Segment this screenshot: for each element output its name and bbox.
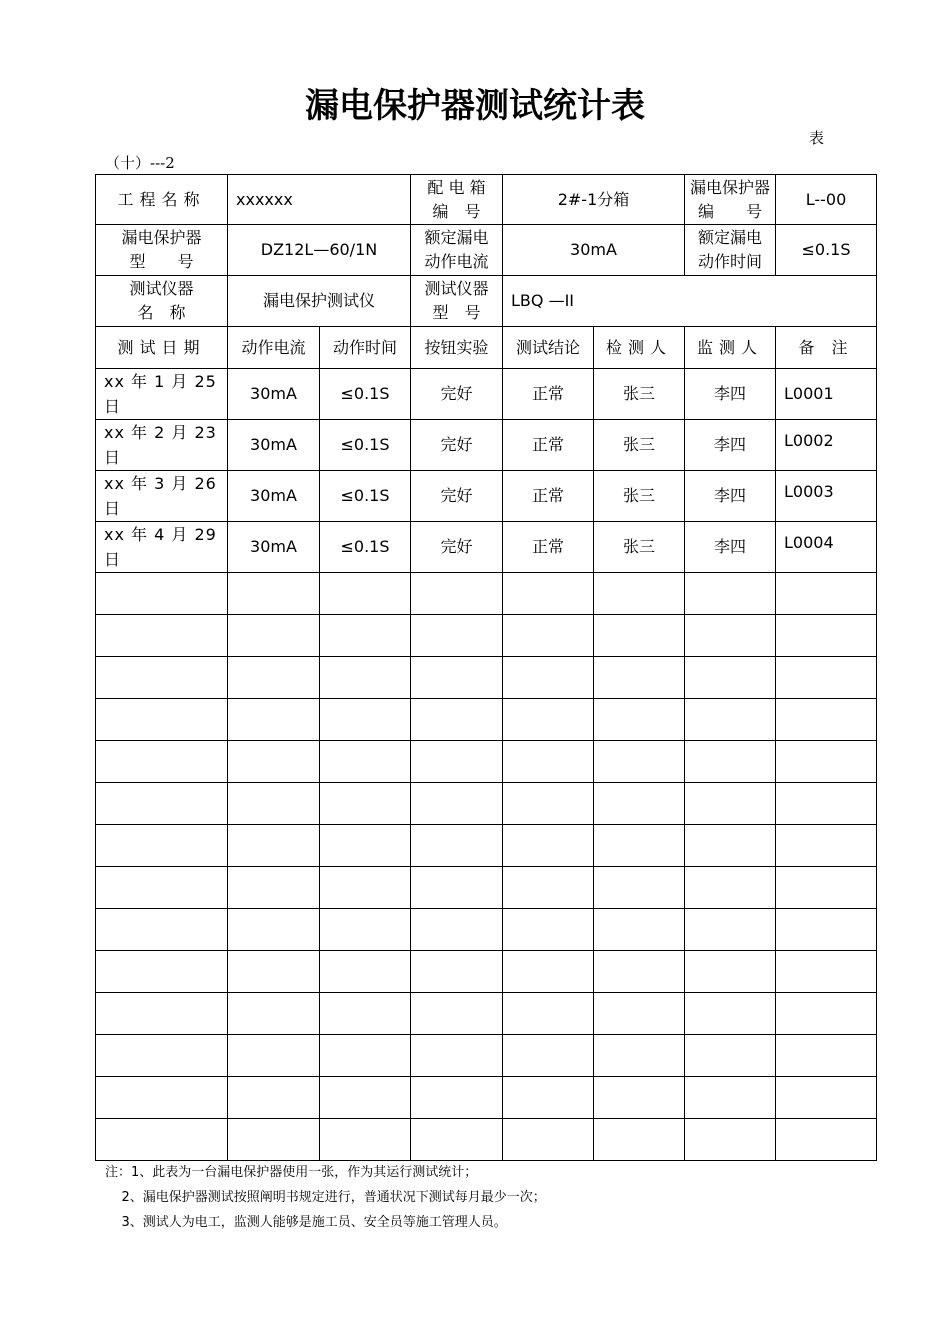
empty-cell — [228, 657, 320, 699]
empty-cell — [776, 909, 877, 951]
empty-cell — [411, 1035, 503, 1077]
empty-cell — [320, 573, 411, 615]
empty-cell — [503, 1035, 594, 1077]
empty-cell — [685, 741, 776, 783]
empty-cell — [96, 615, 228, 657]
note-line: 2、漏电保护器测试按照阐明书规定进行，普通状况下测试每月最少一次； — [105, 1190, 546, 1205]
row-time: ≤0.1S — [320, 420, 411, 471]
empty-cell — [228, 783, 320, 825]
empty-cell — [594, 699, 685, 741]
empty-cell — [685, 1119, 776, 1161]
empty-cell — [503, 699, 594, 741]
col-header-remark: 备 注 — [776, 327, 877, 369]
empty-cell — [411, 951, 503, 993]
column-header-row — [96, 327, 877, 369]
empty-cell — [503, 825, 594, 867]
empty-cell — [594, 657, 685, 699]
empty-cell — [320, 657, 411, 699]
empty-cell — [228, 1035, 320, 1077]
empty-cell — [228, 615, 320, 657]
empty-cell — [776, 1035, 877, 1077]
table-row — [96, 522, 877, 573]
row-date: xx 年 3 月 26 日 — [96, 471, 228, 522]
row-button: 完好 — [411, 471, 503, 522]
empty-cell — [594, 825, 685, 867]
empty-cell — [685, 657, 776, 699]
empty-cell — [411, 657, 503, 699]
empty-cell — [320, 867, 411, 909]
empty-cell — [320, 699, 411, 741]
rated-time-label: 额定漏电 动作时间 — [685, 225, 776, 276]
row-date: xx 年 4 月 29 日 — [96, 522, 228, 573]
notes — [105, 1160, 546, 1235]
row-monitor: 李四 — [685, 471, 776, 522]
empty-cell — [503, 993, 594, 1035]
empty-cell — [411, 699, 503, 741]
header-row-project — [96, 175, 877, 225]
empty-cell — [96, 825, 228, 867]
col-header-result: 测试结论 — [503, 327, 594, 369]
empty-table-row — [96, 1077, 877, 1119]
row-result: 正常 — [503, 369, 594, 420]
empty-cell — [776, 741, 877, 783]
protector-model-label: 漏电保护器 型 号 — [96, 225, 228, 276]
empty-table-row — [96, 741, 877, 783]
empty-cell — [503, 657, 594, 699]
empty-cell — [320, 1035, 411, 1077]
row-remark: L0004 — [776, 522, 877, 573]
row-monitor: 李四 — [685, 369, 776, 420]
table-row — [96, 369, 877, 420]
empty-table-row — [96, 993, 877, 1035]
empty-table-row — [96, 657, 877, 699]
empty-cell — [320, 615, 411, 657]
table-label: 表 — [809, 129, 825, 147]
empty-cell — [228, 699, 320, 741]
test-statistics-table — [95, 174, 877, 1161]
empty-cell — [503, 615, 594, 657]
empty-cell — [96, 993, 228, 1035]
empty-cell — [685, 1035, 776, 1077]
empty-cell — [320, 783, 411, 825]
instrument-name-label: 测试仪器 名 称 — [96, 276, 228, 327]
row-current: 30mA — [228, 522, 320, 573]
empty-table-row — [96, 909, 877, 951]
box-no-label: 配 电 箱 编 号 — [411, 175, 503, 225]
empty-cell — [96, 699, 228, 741]
empty-cell — [776, 825, 877, 867]
row-time: ≤0.1S — [320, 522, 411, 573]
empty-cell — [228, 909, 320, 951]
empty-cell — [685, 825, 776, 867]
empty-cell — [411, 573, 503, 615]
rated-current-value: 30mA — [503, 225, 685, 276]
protector-no-value: L--00 — [776, 175, 877, 225]
empty-table-row — [96, 951, 877, 993]
row-current: 30mA — [228, 471, 320, 522]
note-line: 3、测试人为电工，监测人能够是施工员、安全员等施工管理人员。 — [105, 1215, 507, 1230]
empty-cell — [776, 699, 877, 741]
empty-cell — [96, 951, 228, 993]
row-time: ≤0.1S — [320, 369, 411, 420]
row-button: 完好 — [411, 420, 503, 471]
row-tester: 张三 — [594, 420, 685, 471]
empty-cell — [776, 1119, 877, 1161]
empty-cell — [685, 993, 776, 1035]
empty-cell — [411, 741, 503, 783]
empty-cell — [411, 867, 503, 909]
empty-cell — [594, 1035, 685, 1077]
row-date: xx 年 2 月 23 日 — [96, 420, 228, 471]
col-header-tester: 检测人 — [594, 327, 685, 369]
empty-cell — [228, 1077, 320, 1119]
empty-cell — [320, 951, 411, 993]
table-code: （十）---2 — [105, 154, 175, 172]
table-row — [96, 471, 877, 522]
empty-cell — [228, 951, 320, 993]
instrument-model-value: LBQ —II — [503, 276, 877, 327]
empty-cell — [685, 783, 776, 825]
protector-model-value: DZ12L—60/1N — [228, 225, 411, 276]
empty-table-row — [96, 1119, 877, 1161]
header-row-instrument — [96, 276, 877, 327]
empty-cell — [320, 1119, 411, 1161]
row-result: 正常 — [503, 420, 594, 471]
empty-cell — [594, 993, 685, 1035]
row-current: 30mA — [228, 420, 320, 471]
empty-table-row — [96, 699, 877, 741]
empty-cell — [411, 909, 503, 951]
empty-cell — [96, 909, 228, 951]
row-remark: L0003 — [776, 471, 877, 522]
empty-cell — [228, 741, 320, 783]
empty-cell — [503, 573, 594, 615]
row-result: 正常 — [503, 471, 594, 522]
empty-cell — [228, 867, 320, 909]
empty-cell — [320, 1077, 411, 1119]
empty-cell — [503, 909, 594, 951]
empty-cell — [685, 615, 776, 657]
project-name-value: xxxxxx — [228, 175, 411, 225]
page-title: 漏电保护器测试统计表 — [305, 86, 645, 126]
row-tester: 张三 — [594, 522, 685, 573]
empty-cell — [685, 951, 776, 993]
empty-table-row — [96, 867, 877, 909]
empty-cell — [503, 1119, 594, 1161]
row-button: 完好 — [411, 369, 503, 420]
empty-cell — [411, 1119, 503, 1161]
box-no-value: 2#-1分箱 — [503, 175, 685, 225]
empty-table-row — [96, 825, 877, 867]
empty-cell — [594, 615, 685, 657]
table-row — [96, 420, 877, 471]
empty-cell — [594, 867, 685, 909]
empty-cell — [776, 657, 877, 699]
col-header-time: 动作时间 — [320, 327, 411, 369]
col-header-date: 测试日期 — [96, 327, 228, 369]
rated-time-value: ≤0.1S — [776, 225, 877, 276]
empty-cell — [96, 741, 228, 783]
row-tester: 张三 — [594, 369, 685, 420]
empty-cell — [228, 993, 320, 1035]
empty-cell — [685, 1077, 776, 1119]
empty-cell — [96, 1077, 228, 1119]
row-remark: L0002 — [776, 420, 877, 471]
empty-cell — [228, 1119, 320, 1161]
empty-cell — [685, 573, 776, 615]
instrument-name-value: 漏电保护测试仪 — [228, 276, 411, 327]
empty-cell — [411, 783, 503, 825]
empty-cell — [96, 1119, 228, 1161]
empty-cell — [320, 993, 411, 1035]
empty-cell — [594, 1119, 685, 1161]
empty-cell — [594, 909, 685, 951]
empty-cell — [503, 741, 594, 783]
empty-cell — [776, 615, 877, 657]
empty-cell — [776, 783, 877, 825]
empty-cell — [320, 909, 411, 951]
empty-cell — [320, 825, 411, 867]
empty-cell — [776, 867, 877, 909]
empty-cell — [411, 825, 503, 867]
row-button: 完好 — [411, 522, 503, 573]
row-result: 正常 — [503, 522, 594, 573]
empty-cell — [503, 867, 594, 909]
empty-cell — [685, 699, 776, 741]
row-time: ≤0.1S — [320, 471, 411, 522]
row-tester: 张三 — [594, 471, 685, 522]
empty-cell — [685, 909, 776, 951]
row-monitor: 李四 — [685, 420, 776, 471]
row-current: 30mA — [228, 369, 320, 420]
rated-current-label: 额定漏电 动作电流 — [411, 225, 503, 276]
empty-cell — [503, 1077, 594, 1119]
empty-table-row — [96, 783, 877, 825]
empty-cell — [96, 573, 228, 615]
col-header-current: 动作电流 — [228, 327, 320, 369]
col-header-monitor: 监测人 — [685, 327, 776, 369]
col-header-button: 按钮实验 — [411, 327, 503, 369]
empty-cell — [776, 951, 877, 993]
empty-cell — [594, 783, 685, 825]
empty-cell — [228, 825, 320, 867]
note-line: 注：1、此表为一台漏电保护器使用一张，作为其运行测试统计； — [105, 1165, 478, 1180]
empty-cell — [411, 1077, 503, 1119]
empty-cell — [411, 615, 503, 657]
empty-cell — [411, 993, 503, 1035]
empty-table-row — [96, 573, 877, 615]
empty-table-row — [96, 615, 877, 657]
empty-cell — [96, 783, 228, 825]
protector-no-label: 漏电保护器 编 号 — [685, 175, 776, 225]
empty-cell — [503, 783, 594, 825]
empty-cell — [685, 867, 776, 909]
instrument-model-label: 测试仪器 型 号 — [411, 276, 503, 327]
empty-cell — [320, 741, 411, 783]
empty-cell — [594, 951, 685, 993]
empty-cell — [594, 573, 685, 615]
empty-cell — [776, 993, 877, 1035]
empty-cell — [96, 1035, 228, 1077]
empty-table-row — [96, 1035, 877, 1077]
row-remark: L0001 — [776, 369, 877, 420]
empty-cell — [96, 657, 228, 699]
empty-cell — [776, 1077, 877, 1119]
empty-cell — [594, 1077, 685, 1119]
row-monitor: 李四 — [685, 522, 776, 573]
empty-cell — [96, 867, 228, 909]
empty-cell — [503, 951, 594, 993]
empty-cell — [776, 573, 877, 615]
empty-rows — [96, 573, 877, 1161]
header-row-model — [96, 225, 877, 276]
empty-cell — [594, 741, 685, 783]
row-date: xx 年 1 月 25 日 — [96, 369, 228, 420]
empty-cell — [228, 573, 320, 615]
project-name-label: 工程名称 — [96, 175, 228, 225]
